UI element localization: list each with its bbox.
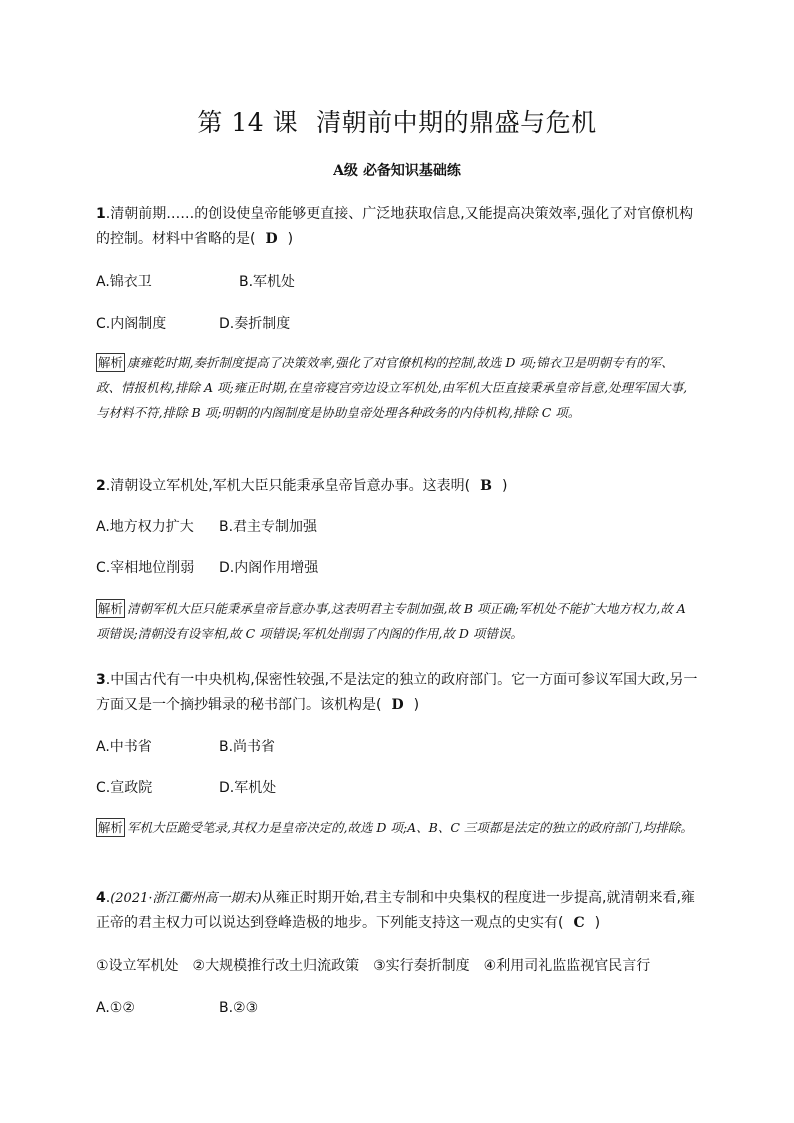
answer-letter: C [573, 915, 585, 931]
option-c: C.宣政院 [96, 780, 153, 796]
option-a: A.①② [96, 1000, 135, 1016]
option-a: A.地方权力扩大 [96, 519, 194, 535]
question-number: 2 [96, 478, 106, 494]
question-2-stem [96, 474, 698, 499]
question-3-stem [96, 668, 698, 718]
option-a: A.锦衣卫 [96, 274, 152, 290]
question-close: ) [287, 231, 294, 247]
question-source: (2021·浙江衢州高一期末) [110, 891, 262, 906]
analysis-label: 解析 [98, 820, 124, 835]
option-b: B.君主专制加强 [219, 519, 318, 535]
question-number: 1 [96, 206, 106, 222]
statement-list: ①设立军机处 ②大规模推行改土归流政策 ③实行奏折制度 ④利用司礼监监视官民言行 [96, 958, 651, 974]
question-text: 从雍正时期开始,君主专制和中央集权的程度进一步提高,就清朝来看,雍正帝的君主权力可以说达到登峰造极的地步。下列能支持这一观点的史实有( [96, 890, 695, 931]
answer-letter: D [391, 697, 404, 713]
lesson-title [0, 103, 794, 139]
level-title: 必备知识基础练 [362, 163, 461, 179]
analysis-label: 解析 [98, 601, 124, 616]
question-number: 4 [96, 890, 106, 906]
question-close: ) [413, 697, 420, 713]
question-3-analysis [96, 815, 694, 840]
answer-letter: D [265, 231, 278, 247]
section-subtitle [0, 160, 794, 180]
question-4-stem: 4.(2021·浙江衢州高一期末)从雍正时期开始,君主专制和中央集权的程度进一步提高,就清朝来看,雍正帝的君主权力可以说达到登峰造极的地步。下列能支持这一观点的史实有( C ) [96, 886, 698, 936]
question-close: ) [594, 915, 601, 931]
question-number: 3 [96, 672, 106, 688]
lesson-name: 清朝前中期的鼎盛与危机 [316, 108, 597, 137]
option-d: D.军机处 [219, 780, 277, 796]
option-c: C.内阁制度 [96, 316, 167, 332]
analysis-text: 军机大臣跪受笔录,其权力是皇帝决定的,故选 D 项;A、B、C 三项都是法定的独立的政府部门,均排除。 [127, 820, 693, 835]
lesson-number: 第 14 课 [197, 108, 299, 137]
question-text: .清朝设立军机处,军机大臣只能秉承皇帝旨意办事。这表明( [105, 478, 471, 494]
option-b: B.尚书省 [219, 739, 276, 755]
option-c: C.宰相地位削弱 [96, 560, 195, 576]
question-text: .清朝前期……的创设使皇帝能够更直接、广泛地获取信息,又能提高决策效率,强化了对官僚机构的控制。材料中省略的是( [96, 206, 694, 247]
question-1-analysis [96, 350, 694, 425]
answer-letter: B [480, 478, 492, 494]
question-2-analysis [96, 596, 694, 646]
question-1-stem [96, 202, 698, 252]
question-text: .中国古代有一中央机构,保密性较强,不是法定的独立的政府部门。它一方面可参议军国大政,另一方面又是一个摘抄辑录的秘书部门。该机构是( [96, 672, 698, 713]
option-b: B.军机处 [239, 274, 296, 290]
option-d: D.内阁作用增强 [219, 560, 319, 576]
option-b: B.②③ [219, 1000, 259, 1016]
analysis-text: 清朝军机大臣只能秉承皇帝旨意办事,这表明君主专制加强,故 B 项正确;军机处不能扩大地方权力,故 A 项错误;清朝没有设宰相,故 C 项错误;军机处削弱了内阁的作用,故 D 项错误。 [96, 601, 686, 641]
option-d: D.奏折制度 [219, 316, 291, 332]
option-a: A.中书省 [96, 739, 152, 755]
question-close: ) [501, 478, 508, 494]
level-label: A级 [333, 163, 358, 179]
analysis-label: 解析 [98, 355, 124, 370]
analysis-text: 康雍乾时期,奏折制度提高了决策效率,强化了对官僚机构的控制,故选 D 项;锦衣卫是明朝专有的军、政、情报机构,排除 A 项;雍正时期,在皇帝寝宫旁边设立军机处,由军机大臣直接秉承皇帝旨意,处理军国大事,与材料不符,排除 B 项;明朝的内阁制度是协助皇帝处理各种政务的内侍机构,排除 C 项。 [96, 355, 688, 420]
